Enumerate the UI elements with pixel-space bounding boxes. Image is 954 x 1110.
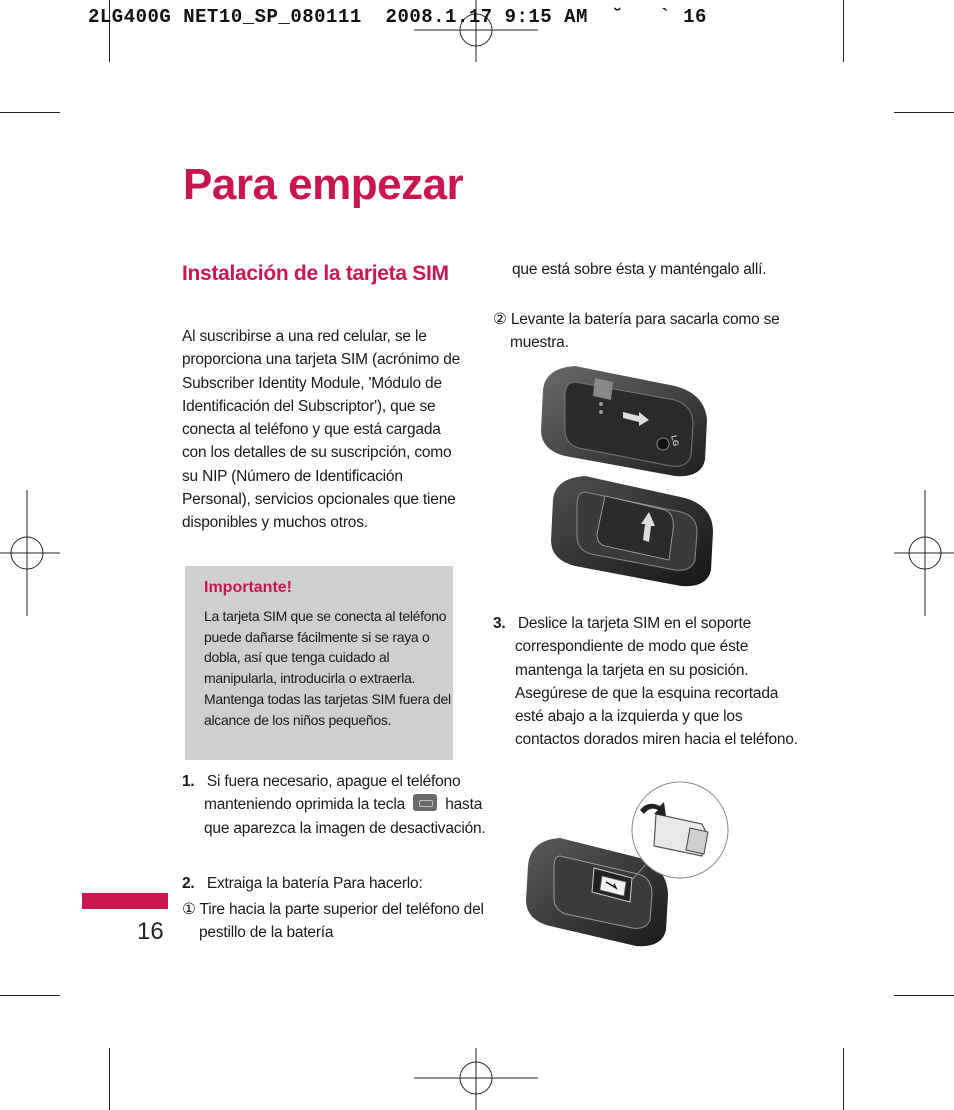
- page-number: 16: [137, 918, 164, 945]
- step-1: [182, 770, 494, 840]
- step-1-number: 1.: [182, 773, 195, 790]
- step-2-text: Extraiga la batería Para hacerlo:: [206, 875, 423, 892]
- end-key-icon: [413, 794, 437, 811]
- battery-removal-illustration: [535, 360, 720, 590]
- step-3: [493, 612, 800, 752]
- step-3-number: 3.: [493, 615, 506, 632]
- substep-2: [493, 308, 795, 355]
- substep-2-text: Levante la batería para sacarla como se muestra.: [510, 311, 780, 352]
- print-header: 2LG400G NET10_SP_080111 2008.1.17 9:15 AM ˘ ` 16: [88, 6, 707, 28]
- step-2: [182, 872, 472, 895]
- page-number-bar: [82, 893, 168, 909]
- step-3-text: Deslice la tarjeta SIM en el soporte correspondiente de modo que éste mantenga la tarjeta en su posición. Asegúrese de que la esquina recortada esté abajo a la izquierda y que los contactos dorados miren hacia el teléfono.: [515, 615, 798, 749]
- note-text: La tarjeta SIM que se conecta al teléfono puede dañarse fácilmente si se raya o dobla, así que tenga cuidado al manipularla, introducirla o extraerla. Mantenga todas las tarjetas SIM fuera del alcance de los niños pequeños.: [204, 608, 451, 728]
- brand-logo: LG: [669, 434, 681, 448]
- substep-1-text: Tire hacia la parte superior del teléfono del pestillo de la batería: [199, 901, 484, 942]
- substep-1-continued: que está sobre ésta y manténgalo allí.: [512, 261, 767, 278]
- sim-insertion-illustration: [520, 780, 730, 950]
- substep-1-marker: ①: [182, 901, 196, 918]
- page-title: Para empezar: [183, 160, 464, 209]
- step-2-number: 2.: [182, 875, 195, 892]
- note-title: Importante!: [204, 579, 292, 596]
- section-heading: Instalación de la tarjeta SIM: [182, 262, 449, 285]
- intro-paragraph: Al suscribirse a una red celular, se le proporciona una tarjeta SIM (acrónimo de Subscriber Identity Module, 'Módulo de Identificación del Subscriptor'), que se conecta al teléfono y que está cargada con los detalles de su suscripción, como su NIP (Número de Identificación Personal), servicios opcionales que tiene disponibles y muchos otros.: [182, 328, 461, 532]
- substep-1: [182, 898, 489, 945]
- substep-2-marker: ②: [493, 311, 507, 328]
- important-note: [185, 566, 453, 760]
- step-1-text-b: hasta que aparezca la imagen de desactivación.: [204, 796, 486, 837]
- step-1-text-a: Si fuera necesario, apague el teléfono manteniendo oprimida la tecla: [204, 773, 461, 814]
